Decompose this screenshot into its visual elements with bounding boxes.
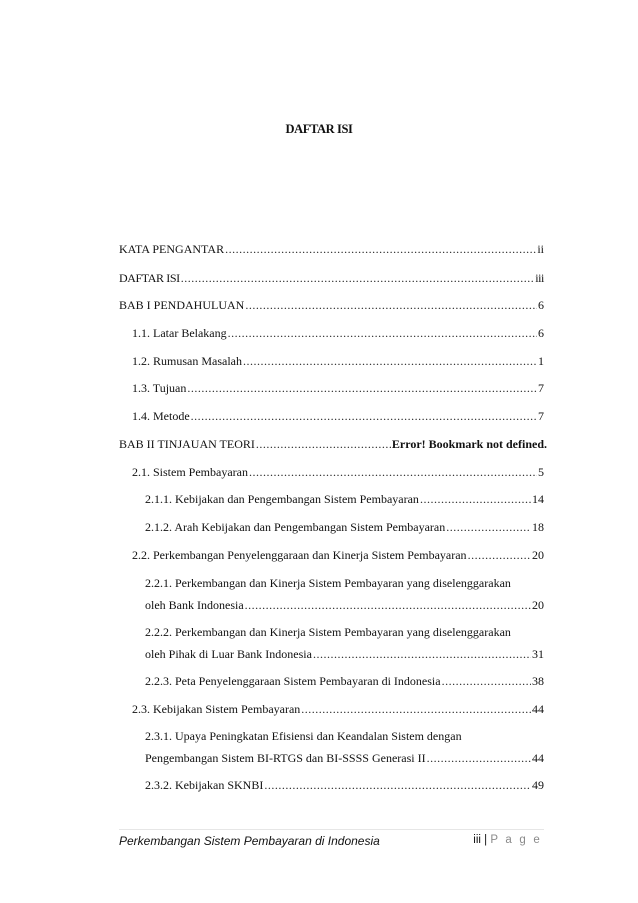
- toc-entry-label: 2.3. Kebijakan Sistem Pembayaran: [132, 702, 301, 716]
- toc-entry-page: 5: [538, 465, 544, 479]
- toc-entry-label: BAB I PENDAHULUAN: [119, 298, 245, 312]
- toc-entry-page: 20: [532, 598, 544, 612]
- toc-entry-label: BAB II TINJAUAN TEORI: [119, 437, 255, 451]
- footer-divider: [119, 829, 544, 830]
- leader-dots: [228, 325, 537, 341]
- toc-entry[interactable]: [145, 777, 544, 793]
- leader-dots: [468, 547, 531, 563]
- toc-entry-page: Error! Bookmark not defined.: [391, 437, 547, 451]
- toc-entry-label: 1.3. Tujuan: [132, 381, 187, 395]
- toc-entry-page: 6: [538, 326, 544, 340]
- toc-entry-label: 1.1. Latar Belakang: [132, 326, 227, 340]
- toc-entry-page: 49: [532, 778, 544, 792]
- footer-page-indicator: [473, 834, 542, 846]
- toc-entry[interactable]: [145, 597, 544, 613]
- toc-entry-label: oleh Bank Indonesia: [145, 598, 244, 612]
- footer-separator: |: [484, 834, 488, 846]
- toc-entry[interactable]: [119, 241, 544, 257]
- toc-entry-label: 1.2. Rumusan Masalah: [132, 354, 242, 368]
- leader-dots: [187, 380, 537, 396]
- toc-entry-page: 18: [532, 520, 544, 534]
- toc-entry-label: 2.1.2. Arah Kebijakan dan Pengembangan Sistem Pembayaran: [145, 520, 446, 534]
- toc-entry-label-line1: 2.3.1. Upaya Peningkatan Efisiensi dan Keandalan Sistem dengan: [145, 729, 462, 743]
- leader-dots: [191, 408, 537, 424]
- toc-entry-label: oleh Pihak di Luar Bank Indonesia: [145, 647, 312, 661]
- toc-entry-label: 2.2.3. Peta Penyelenggaraan Sistem Pembayaran di Indonesia: [145, 674, 441, 688]
- leader-dots: [442, 673, 531, 689]
- toc-entry-label-line1: 2.2.2. Perkembangan dan Kinerja Sistem Pembayaran yang diselenggarakan: [145, 625, 511, 639]
- toc-entry-page: 7: [538, 409, 544, 423]
- toc-entry-page: 38: [532, 674, 544, 688]
- toc-entry-label: 1.4. Metode: [132, 409, 190, 423]
- toc-entry-page: 1: [538, 354, 544, 368]
- toc-entry[interactable]: [132, 325, 544, 341]
- toc-entry-page: 31: [532, 647, 544, 661]
- toc-entry[interactable]: [119, 436, 547, 452]
- toc-entry[interactable]: [132, 464, 544, 480]
- leader-dots: [225, 241, 536, 257]
- toc-entry-label: 2.3.2. Kebijakan SKNBI: [145, 778, 264, 792]
- toc-entry[interactable]: [132, 353, 544, 369]
- toc-entry[interactable]: [145, 673, 544, 689]
- toc-entry[interactable]: [119, 270, 544, 286]
- leader-dots: [427, 750, 531, 766]
- toc-entry-label: DAFTAR ISI: [119, 271, 180, 285]
- leader-dots: [264, 777, 531, 793]
- leader-dots: [420, 491, 531, 507]
- leader-dots: [243, 353, 537, 369]
- leader-dots: [313, 646, 531, 662]
- footer-page-number: iii: [473, 834, 481, 846]
- toc-entry[interactable]: [119, 297, 544, 313]
- toc-entry-label: 2.2. Perkembangan Penyelenggaraan dan Kinerja Sistem Pembayaran: [132, 548, 467, 562]
- toc-entry-page: 44: [532, 751, 544, 765]
- toc-entry-page: iii: [535, 271, 544, 285]
- toc-entry[interactable]: [145, 519, 544, 535]
- toc-entry-label: Pengembangan Sistem BI-RTGS dan BI-SSSS Generasi II: [145, 751, 426, 765]
- toc-entry[interactable]: [132, 547, 544, 563]
- toc-entry-label: KATA PENGANTAR: [119, 242, 225, 256]
- toc-entry-label-line1: 2.2.1. Perkembangan dan Kinerja Sistem Pembayaran yang diselenggarakan: [145, 576, 511, 590]
- toc-entry-label: 2.1. Sistem Pembayaran: [132, 465, 248, 479]
- leader-dots: [181, 270, 534, 286]
- leader-dots: [446, 519, 531, 535]
- leader-dots: [256, 436, 391, 452]
- toc-entry-page: 20: [532, 548, 544, 562]
- toc-entry[interactable]: [132, 701, 544, 717]
- footer-document-title: Perkembangan Sistem Pembayaran di Indonesia: [119, 834, 380, 848]
- toc-entry-label: 2.1.1. Kebijakan dan Pengembangan Sistem Pembayaran: [145, 492, 419, 506]
- toc-entry[interactable]: [145, 750, 544, 766]
- toc-entry-page: 6: [538, 298, 544, 312]
- toc-entry[interactable]: [145, 646, 544, 662]
- leader-dots: [245, 297, 537, 313]
- toc-entry-page: ii: [537, 242, 544, 256]
- footer-page-word: P a g e: [490, 834, 542, 846]
- toc-entry[interactable]: [145, 491, 544, 507]
- toc-entry-page: 14: [532, 492, 544, 506]
- leader-dots: [245, 597, 531, 613]
- toc-entry-page: 44: [532, 702, 544, 716]
- toc-title: DAFTAR ISI: [285, 122, 353, 136]
- toc-entry[interactable]: [132, 380, 544, 396]
- leader-dots: [301, 701, 531, 717]
- leader-dots: [249, 464, 537, 480]
- toc-entry-page: 7: [538, 381, 544, 395]
- toc-entry[interactable]: [132, 408, 544, 424]
